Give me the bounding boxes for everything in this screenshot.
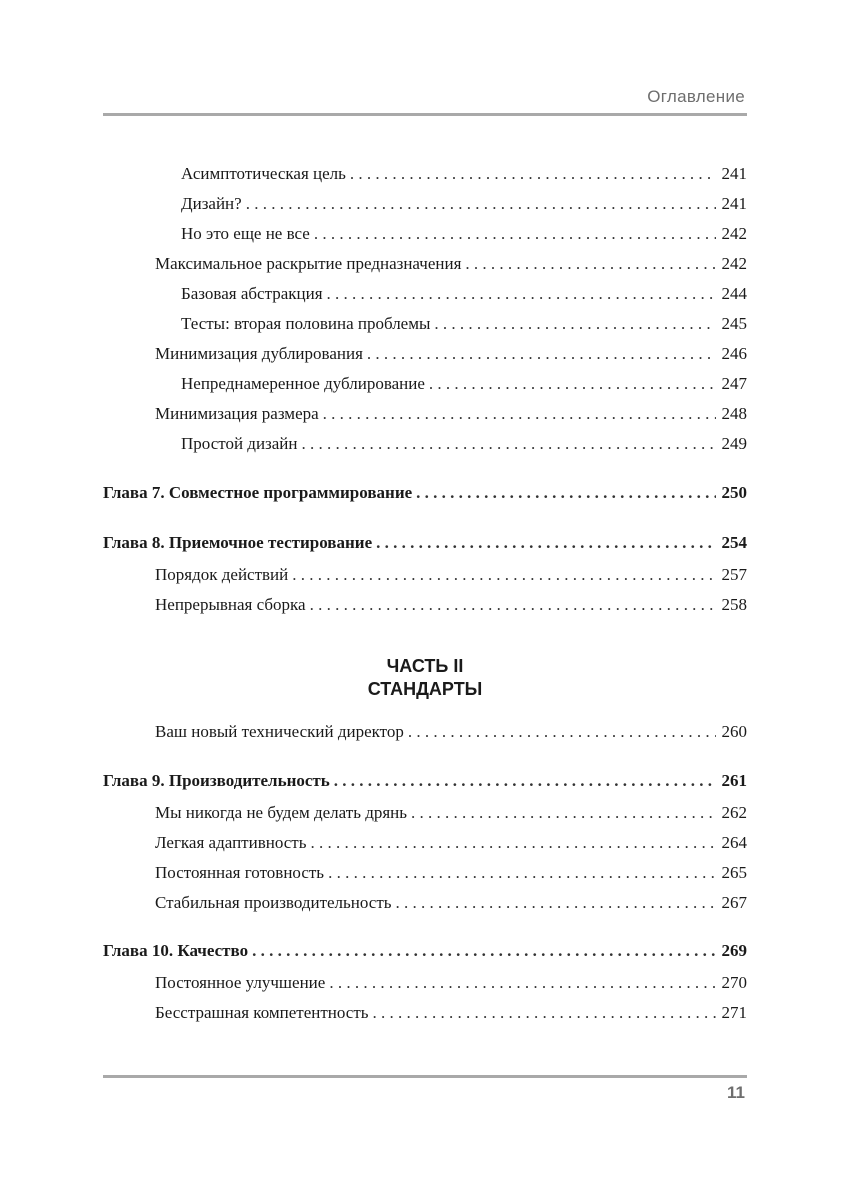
dot-leader [292,560,715,590]
dot-leader [434,309,715,339]
toc-entry-page: 246 [721,344,747,363]
page-number: 11 [727,1083,745,1102]
toc-entry[interactable] [103,429,747,459]
toc-entry-title: Минимизация размера [155,404,319,423]
toc-entry-page: 258 [721,595,747,614]
toc-entry[interactable] [103,560,747,590]
toc-entry-page: 260 [721,722,747,741]
toc-entry[interactable] [103,888,747,918]
toc-entry-title: Минимизация дублирования [155,344,363,363]
dot-leader [408,717,716,747]
toc-entry-title: Бесстрашная компетентность [155,1003,369,1022]
toc-entry-title: Постоянная готовность [155,863,325,882]
toc-chapter[interactable] [103,766,747,796]
toc-entry[interactable] [103,279,747,309]
toc-entry-title: Ваш новый технический директор [155,722,404,741]
dot-leader [302,429,716,459]
toc-entry-title: Асимптотическая цель [181,164,346,183]
toc-entry-title: Тесты: вторая половина проблемы [181,314,431,333]
dot-leader [334,766,716,796]
toc-entry[interactable] [103,828,747,858]
dot-leader [411,798,715,828]
dot-leader [310,828,715,858]
toc-entry-page: 267 [721,893,747,912]
toc-entry-page: 241 [721,194,747,213]
toc-entry[interactable] [103,309,747,339]
dot-leader [328,858,715,888]
toc-entry-title: Стабильная производительность [155,893,392,912]
toc-entry[interactable] [103,399,747,429]
toc-chapter[interactable] [103,528,747,558]
toc-entry-title: Но это еще не все [181,224,310,243]
toc-entry-title: Максимальное раскрытие предназначения [155,254,462,273]
toc-entry-title: Простой дизайн [181,434,298,453]
toc-entry-page: 247 [721,374,747,393]
toc-chapter-title: Глава 9. Производительность [103,771,330,790]
toc-entry-page: 264 [721,833,747,852]
dot-leader [246,189,716,219]
toc-entry[interactable] [103,369,747,399]
toc-chapter-title: Глава 8. Приемочное тестирование [103,533,373,552]
toc-entry[interactable] [103,339,747,369]
toc-entry[interactable] [103,590,747,620]
toc-chapter-page: 254 [721,533,747,552]
dot-leader [465,249,715,279]
toc-entry-title: Легкая адаптивность [155,833,307,852]
toc-chapter[interactable] [103,936,747,966]
toc-entry-page: 257 [721,565,747,584]
part-title: СТАНДАРТЫ [367,679,483,699]
toc-entry-title: Порядок действий [155,565,289,584]
dot-leader [252,936,715,966]
dot-leader [373,998,716,1028]
toc-entry-page: 262 [721,803,747,822]
toc-entry-title: Дизайн? [181,194,242,213]
toc-entry-page: 271 [721,1003,747,1022]
toc-entry-title: Непрерывная сборка [155,595,306,614]
dot-leader [314,219,716,249]
toc-entry-page: 248 [721,404,747,423]
toc-entry-page: 242 [721,254,747,273]
part-number: ЧАСТЬ II [386,656,464,676]
toc-chapter-page: 261 [721,771,747,790]
toc-entry-title: Постоянное улучшение [155,973,326,992]
dot-leader [310,590,716,620]
toc-entry-title: Непреднамеренное дублирование [181,374,425,393]
toc-entry[interactable] [103,717,747,747]
dot-leader [416,478,715,508]
toc-chapter-title: Глава 10. Качество [103,941,249,960]
running-head: Оглавление [647,87,745,106]
toc-entry[interactable] [103,968,747,998]
toc-chapter-page: 269 [721,941,747,960]
toc-entry[interactable] [103,998,747,1028]
toc-entry[interactable] [103,249,747,279]
toc-entry-page: 265 [721,863,747,882]
part-heading [103,655,747,701]
dot-leader [350,159,716,189]
dot-leader [327,279,716,309]
toc-entry-page: 242 [721,224,747,243]
toc-entry-page: 244 [721,284,747,303]
toc-entry-page: 270 [721,973,747,992]
toc-entry[interactable] [103,159,747,189]
header-rule [103,113,747,116]
dot-leader [396,888,716,918]
dot-leader [323,399,716,429]
toc-chapter-title: Глава 7. Совместное программирование [103,483,413,502]
dot-leader [376,528,715,558]
dot-leader [367,339,716,369]
toc-chapter[interactable] [103,478,747,508]
dot-leader [429,369,716,399]
toc-entry[interactable] [103,798,747,828]
toc-entry-page: 245 [721,314,747,333]
footer-rule [103,1075,747,1078]
toc-entry[interactable] [103,219,747,249]
toc-entry-page: 249 [721,434,747,453]
dot-leader [329,968,715,998]
toc-entry[interactable] [103,858,747,888]
toc-entry[interactable] [103,189,747,219]
toc-chapter-page: 250 [721,483,747,502]
toc-entry-title: Мы никогда не будем делать дрянь [155,803,408,822]
toc-entry-title: Базовая абстракция [181,284,323,303]
toc-entry-page: 241 [721,164,747,183]
